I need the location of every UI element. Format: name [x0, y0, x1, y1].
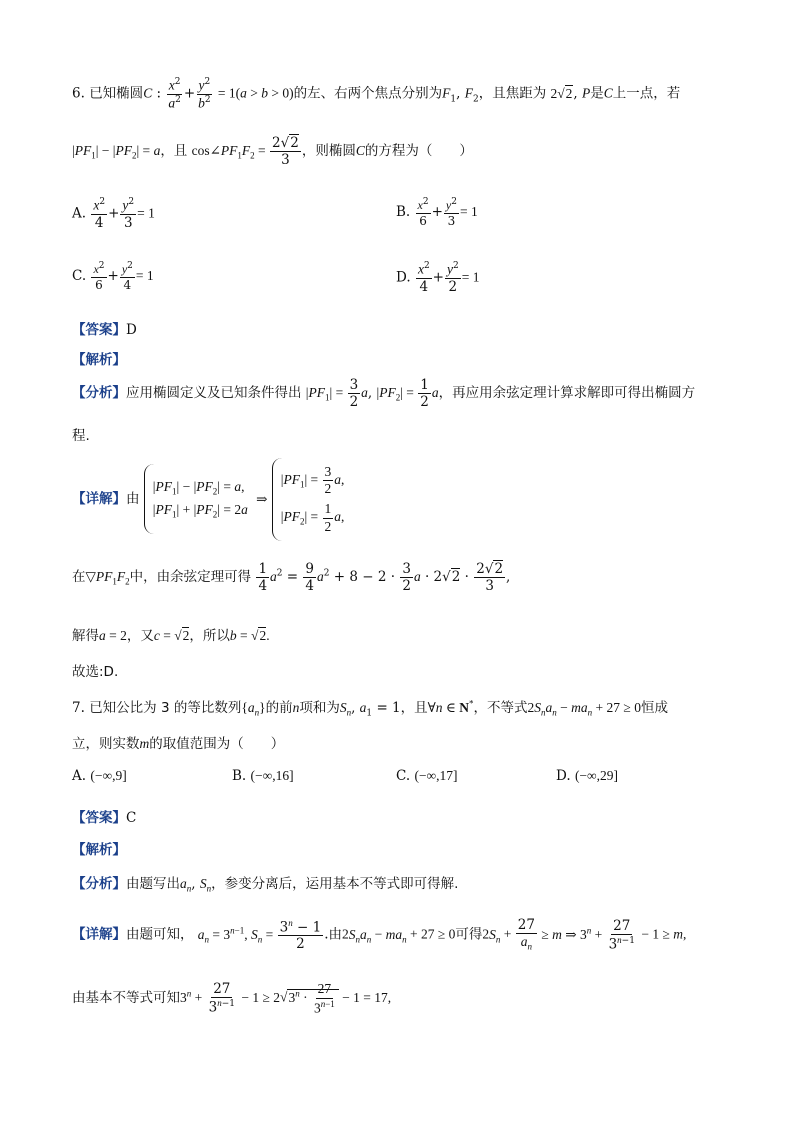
q7-answer — [72, 806, 734, 826]
option-letter: B. — [232, 768, 247, 784]
q7-text: 的前 — [265, 700, 293, 716]
q6-text: 上一点，若 — [612, 85, 681, 102]
option-letter: A. — [72, 205, 87, 222]
xiangjie-label: 【详解】 — [72, 926, 126, 943]
fenxi-text: ，再应用余弦定理计算求解即可得出椭圆方 — [438, 385, 696, 402]
choose-text: 故选:D. — [72, 664, 119, 680]
q6-text: ，则椭圆 — [301, 143, 356, 160]
xiangjie-text: 中，由余弦定理可得 — [129, 569, 252, 586]
q6-option-a[interactable]: A. $\frac{x^2}{4}$ + $\frac{y^2}{3}$ = 1 — [72, 197, 155, 231]
xiangjie-text: ，所以 — [189, 628, 230, 644]
q6-stem-line1: 6. 已知椭圆C : $\frac{x^2}{a^2}$ + $\frac{y^2}{b^2}$ = 1(a > b > 0)的左、右两个焦点分别为$F_1$, $F_2$，且焦距为 2√2, P是C上一点，若 — [72, 77, 681, 111]
option-value: (−∞,16] — [250, 768, 294, 783]
xiangjie-text: ，又 — [126, 628, 154, 644]
option-letter: C. — [72, 268, 87, 285]
q7-text: 立，则实数 — [72, 736, 140, 752]
fenxi-label: 【分析】 — [72, 876, 126, 892]
fenxi-text: ，参变分离后，运用基本不等式即可得解. — [211, 876, 459, 892]
xiangjie-text: 在 — [72, 569, 86, 586]
fenxi-text: 程. — [72, 428, 90, 444]
q6-cosine-line: 在$▽PF_1F_2$中，由余弦定理可得 $\frac{1}{4}$ $a^2$ = $\frac{9}{4}$ $a^2 + 8 - 2$ · $\frac{3}{2}$ a · 2√2 · $\frac{2√2}{3}$ , — [72, 561, 511, 595]
q7-text: 恒成 — [640, 700, 668, 716]
xiangjie-label: 【详解】 — [72, 490, 126, 507]
option-letter: C. — [396, 768, 411, 784]
q6-option-c[interactable]: C. $\frac{x^2}{6}$ + $\frac{y^2}{4}$ = 1 — [72, 261, 154, 292]
fenxi-text: 应用椭圆定义及已知条件得出 — [126, 385, 302, 402]
q7-stem-line1: 7. 已知公比为 3 的等比数列$\{a_n\}$的前n项和为$S_n$, $a_1 = 1$，且∀n ∈ N*，不等式$2S_na_n - ma_n + 27 \ge 0$恒成 — [72, 698, 668, 719]
xiangjie-text: 可得 — [455, 926, 483, 943]
q7-xiangjie-line: 【详解】由题可知， $a_n = 3^{n-1}$, $S_n$ = $\frac{3^n - 1}{2}$ .由$2S_na_n - ma_n + 27 \ge 0$可得$2S_n$ + $\frac{27}{a_n}$ ≥ m ⇒ $3^n$ + $\frac{27}{3^{n-1}}$ − 1 ≥ m, — [72, 917, 687, 953]
q6-choose — [72, 660, 734, 680]
q6-text: 的方程为（ ） — [364, 143, 473, 160]
q7-option-a[interactable] — [72, 768, 127, 784]
q6-text: 的左、右两个焦点分别为 — [293, 85, 443, 102]
option-letter: D. — [556, 768, 571, 784]
q7-fenxi-line: 【分析】由题写出$a_n$, $S_n$，参变分离后，运用基本不等式即可得解. — [72, 876, 459, 894]
q6-option-b[interactable]: B. $\frac{x^2}{6}$ + $\frac{y^2}{3}$ = 1 — [396, 197, 478, 228]
q6-text: ，且 — [160, 143, 188, 160]
q7-text: ，且 — [400, 700, 428, 716]
xiangjie-text: 解得 — [72, 628, 99, 644]
q6-fenxi-line2 — [72, 424, 734, 444]
xiangjie-text: 由 — [126, 490, 140, 507]
analysis-label: 【解析】 — [72, 842, 126, 858]
q7-analysis-heading — [72, 838, 734, 858]
q6-xiangjie-system: 【详解】由 $|PF_1| - |PF_2| = a$, $|PF_1| + |PF_2| = 2a$ ⇒ $|PF_1|$ = $\frac{3}{2}$ a, $|PF_2|$ = $\frac{1}{2}$ a, — [72, 458, 734, 541]
q7-text: 的取值范围为（ ） — [149, 736, 285, 752]
q6-answer — [72, 318, 734, 338]
option-letter: D. — [396, 269, 411, 286]
q7-text: 项和为 — [299, 700, 340, 716]
answer-value: C — [126, 810, 137, 826]
answer-label: 【答案】 — [72, 810, 126, 826]
option-value: (−∞,17] — [414, 768, 458, 783]
xiangjie-text: 由 — [328, 926, 342, 943]
q6-text: ，且焦距为 — [478, 85, 547, 102]
analysis-label: 【解析】 — [72, 352, 126, 368]
q7-text: 已知公比为 3 的等比数列 — [89, 700, 242, 716]
q7-option-d[interactable] — [556, 768, 618, 784]
q6-stem-line2: $|PF_1| - |PF_2| = a$，且 $\cos\angle PF_1F_2$ = $\frac{2√2}{3}$ ，则椭圆C的方程为（ ） — [72, 135, 473, 169]
answer-value: D — [126, 322, 137, 338]
fenxi-text: 由题写出 — [126, 876, 180, 892]
q6-option-d[interactable]: D. $\frac{x^2}{4}$ + $\frac{y^2}{2}$ = 1 — [396, 261, 480, 295]
option-letter: B. — [396, 204, 411, 221]
q6-text: 是 — [590, 85, 604, 102]
option-letter: A. — [72, 768, 87, 784]
q7-option-c[interactable] — [396, 768, 458, 784]
q6-solve-line: 解得a = 2，又c = √2，所以b = √2. — [72, 628, 270, 644]
q7-number: 7. — [72, 700, 85, 716]
xiangjie-text: 由题可知， — [126, 926, 194, 943]
xiangjie-text: 由基本不等式可知 — [72, 989, 180, 1006]
fenxi-label: 【分析】 — [72, 385, 126, 402]
q6-number: 6. — [72, 85, 85, 102]
option-value: (−∞,29] — [574, 768, 619, 783]
q7-text: ，不等式 — [473, 700, 528, 716]
answer-label: 【答案】 — [72, 322, 126, 338]
q6-text: 已知椭圆 — [89, 85, 144, 102]
q7-basic-line: 由基本不等式可知$3^n$ + $\frac{27}{3^{n-1}}$ − $1 \ge 2√3^n$ · $\frac{27}{3^{n-1}}$ − 1 = 17, — [72, 981, 392, 1016]
q6-fenxi-line1: 【分析】应用椭圆定义及已知条件得出 $|PF_1|$ = $\frac{3}{2}$ a, $|PF_2|$ = $\frac{1}{2}$ a，再应用余弦定理计算求解即可得出椭圆方 — [72, 377, 696, 411]
q6-analysis-heading — [72, 348, 734, 368]
q7-stem-line2: 立，则实数m的取值范围为（ ） — [72, 736, 285, 752]
q7-option-b[interactable] — [232, 768, 294, 784]
option-value: (−∞,9] — [90, 768, 127, 783]
